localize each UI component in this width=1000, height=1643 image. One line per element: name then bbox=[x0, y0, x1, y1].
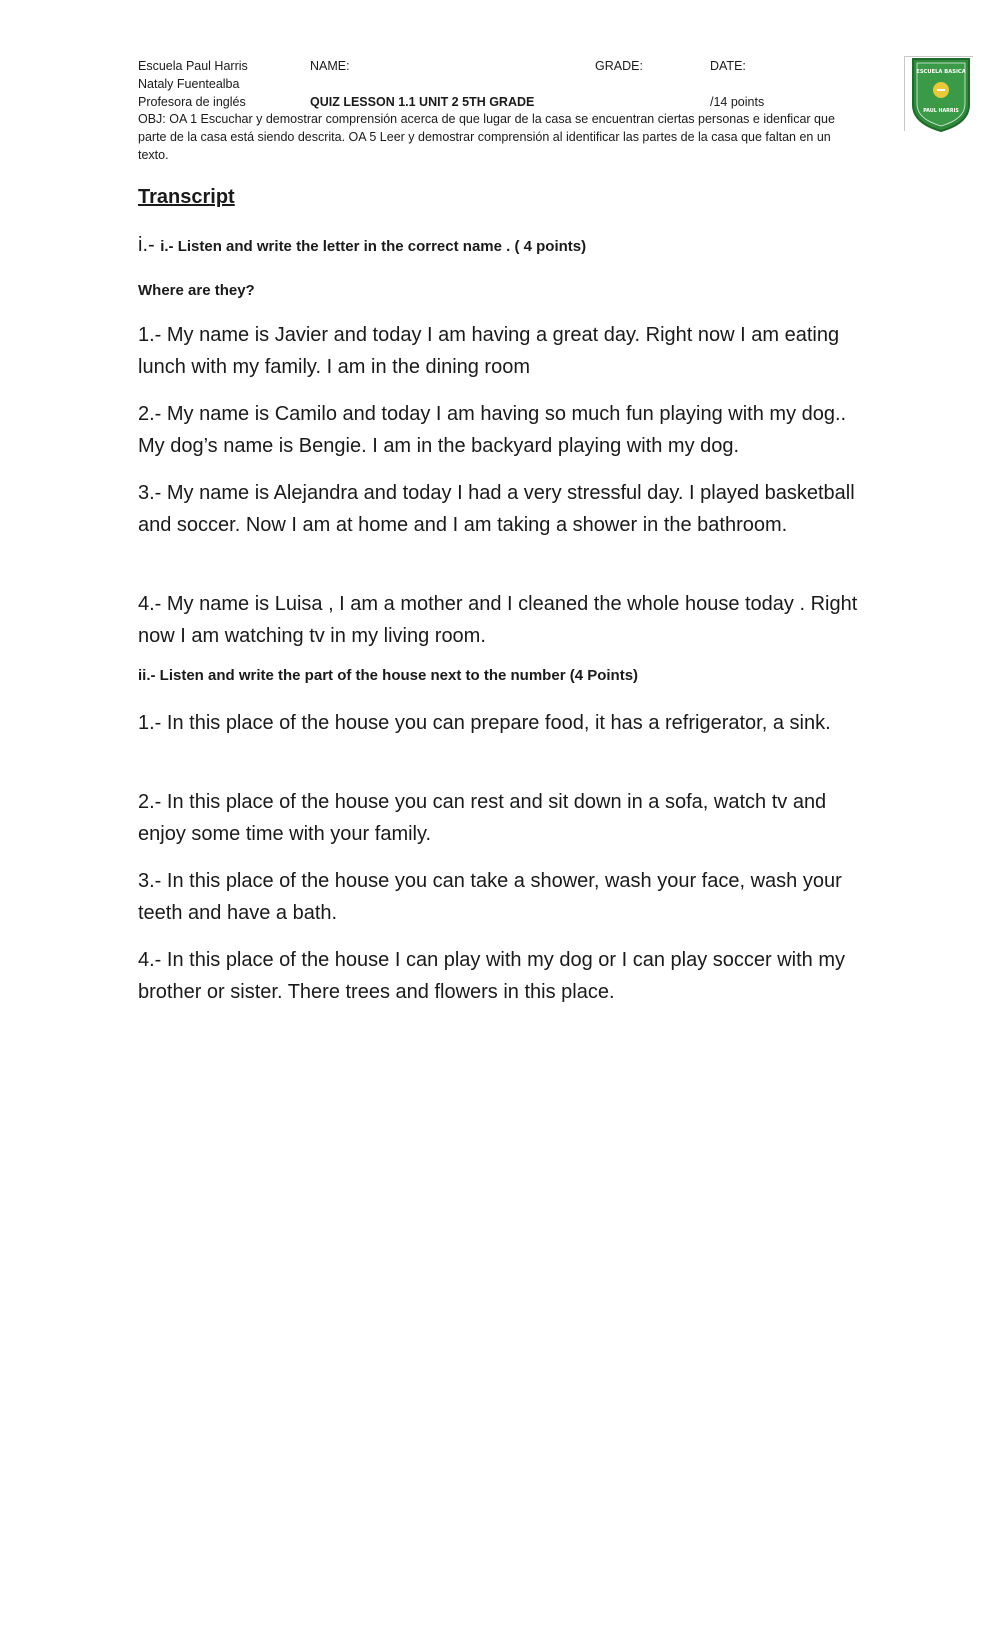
section-1-subheading: Where are they? bbox=[138, 282, 255, 299]
section-1-item-4: 4.- My name is Luisa , I am a mother and I cleaned the whole house today . Right now I am watching tv in my living room. bbox=[138, 593, 858, 647]
date-label: DATE: bbox=[710, 59, 746, 73]
section-1-item-2: 2.- My name is Camilo and today I am having so much fun playing with my dog.. My dog’s name is Bengie. I am in the backyard playing with my dog. bbox=[138, 403, 847, 457]
grade-label: GRADE: bbox=[595, 59, 643, 73]
school-logo-icon bbox=[909, 57, 973, 133]
teacher-name: Nataly Fuentealba bbox=[138, 77, 240, 91]
section-2-item-1: 1.- In this place of the house you can prepare food, it has a refrigerator, a sink. bbox=[138, 712, 831, 734]
section-2-item-3: 3.- In this place of the house you can take a shower, wash your face, wash your teeth and have a bath. bbox=[138, 870, 842, 924]
section-1-heading bbox=[138, 234, 586, 257]
quiz-title: QUIZ LESSON 1.1 UNIT 2 5TH GRADE bbox=[310, 95, 535, 109]
section-1-title: i.- Listen and write the letter in the correct name . ( 4 points) bbox=[160, 238, 587, 255]
school-name: Escuela Paul Harris bbox=[138, 59, 248, 73]
objective-text: OBJ: OA 1 Escuchar y demostrar comprensión acerca de que lugar de la casa se encuentran ciertas personas e idenficar que parte de la casa está siendo descrita. OA 5 Leer y demostrar comprensión al identificar las partes de la casa que faltan en un texto. bbox=[138, 112, 835, 162]
name-label: NAME: bbox=[310, 59, 350, 73]
logo-bottom-text: PAUL HARRIS bbox=[923, 109, 959, 114]
transcript-title: Transcript bbox=[138, 186, 235, 208]
section-1-item-1: 1.- My name is Javier and today I am having a great day. Right now I am eating lunch with my family. I am in the dining room bbox=[138, 324, 840, 378]
logo-top-text: ESCUELA BASICA bbox=[916, 69, 966, 75]
section-2-heading: ii.- Listen and write the part of the house next to the number (4 Points) bbox=[138, 667, 639, 684]
teacher-role: Profesora de inglés bbox=[138, 95, 246, 109]
section-2-item-2: 2.- In this place of the house you can rest and sit down in a sofa, watch tv and enjoy some time with your family. bbox=[138, 791, 827, 845]
points-total: /14 points bbox=[710, 95, 765, 109]
section-2-item-4: 4.- In this place of the house I can play with my dog or I can play soccer with my brother or sister. There trees and flowers in this place. bbox=[138, 949, 846, 1003]
section-1-prefix: i.- bbox=[138, 234, 161, 256]
section-1-item-3: 3.- My name is Alejandra and today I had a very stressful day. I played basketball and soccer. Now I am at home and I am taking a shower in the bathroom. bbox=[138, 482, 855, 536]
